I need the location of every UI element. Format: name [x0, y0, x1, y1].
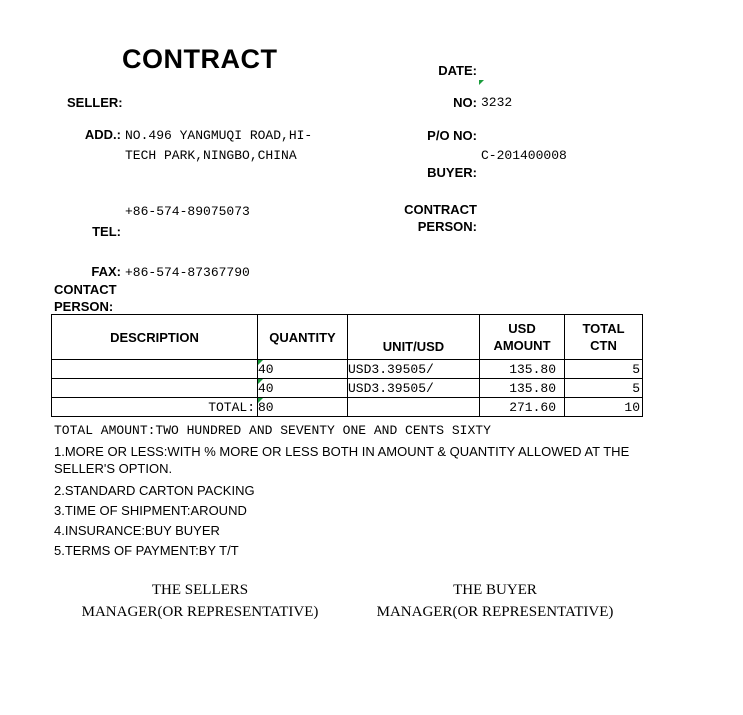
table-header-row: [52, 315, 643, 360]
amount-cell[interactable]: 135.80: [480, 360, 565, 379]
page-title: CONTRACT: [122, 44, 278, 74]
total-label-cell: TOTAL:: [52, 398, 258, 417]
date-label: DATE:: [438, 63, 477, 78]
buyer-contract-person-label-line2: PERSON:: [417, 219, 477, 234]
quantity-cell[interactable]: 40: [258, 379, 348, 398]
seller-contact-person-label-line2: PERSON:: [54, 299, 114, 314]
unit-header: UNIT/USD: [348, 315, 480, 360]
fax-label: FAX:: [91, 264, 121, 279]
quantity-header: QUANTITY: [258, 315, 348, 360]
description-header: DESCRIPTION: [52, 315, 258, 360]
comment-marker-icon: [258, 398, 263, 403]
seller-signature-role: MANAGER(OR REPRESENTATIVE): [81, 604, 319, 620]
quantity-cell[interactable]: 40: [258, 360, 348, 379]
address-label: ADD.:: [84, 127, 121, 142]
seller-label: SELLER:: [67, 95, 123, 110]
address-line1[interactable]: NO.496 YANGMUQI ROAD,HI-: [125, 128, 313, 143]
unit-cell[interactable]: USD3.39505/: [348, 360, 480, 379]
term-shipment: 3.TIME OF SHIPMENT:AROUND: [54, 503, 247, 518]
description-cell[interactable]: [52, 379, 258, 398]
total-unit-cell[interactable]: [348, 398, 480, 417]
total-ctn-cell[interactable]: 10: [565, 398, 643, 417]
term-more-or-less-line2: SELLER'S OPTION.: [54, 461, 173, 476]
buyer-contract-person-label-line1: CONTRACT: [404, 202, 477, 217]
fax-value[interactable]: +86-574-87367790: [125, 265, 250, 280]
contract-no-value[interactable]: 3232: [481, 95, 513, 110]
table-row: [52, 360, 643, 379]
buyer-signature-role: MANAGER(OR REPRESENTATIVE): [376, 604, 614, 620]
tel-label: TEL:: [92, 224, 121, 239]
phone-value[interactable]: +86-574-89075073: [125, 204, 250, 219]
term-packing: 2.STANDARD CARTON PACKING: [54, 483, 255, 498]
table-row: [52, 379, 643, 398]
description-cell[interactable]: [52, 360, 258, 379]
term-payment: 5.TERMS OF PAYMENT:BY T/T: [54, 543, 239, 558]
po-no-value[interactable]: C-201400008: [481, 148, 567, 163]
ctn-cell[interactable]: 5: [565, 379, 643, 398]
buyer-label: BUYER:: [427, 165, 477, 180]
table-total-row: [52, 398, 643, 417]
term-more-or-less-line1: 1.MORE OR LESS:WITH % MORE OR LESS BOTH IN AMOUNT & QUANTITY ALLOWED AT THE: [54, 444, 630, 459]
buyer-signature-title: THE BUYER: [453, 582, 537, 598]
ctn-header: TOTAL CTN: [565, 315, 643, 360]
ctn-cell[interactable]: 5: [565, 360, 643, 379]
seller-signature-title: THE SELLERS: [151, 582, 249, 598]
goods-table: [51, 314, 643, 417]
total-amount-cell[interactable]: 271.60: [480, 398, 565, 417]
po-no-label: P/O NO:: [427, 128, 477, 143]
seller-contact-person-label-line1: CONTACT: [54, 282, 117, 297]
term-insurance: 4.INSURANCE:BUY BUYER: [54, 523, 220, 538]
amount-cell[interactable]: 135.80: [480, 379, 565, 398]
amount-header: USD AMOUNT: [480, 315, 565, 360]
comment-marker-icon: [258, 360, 263, 365]
total-amount-in-words: TOTAL AMOUNT:TWO HUNDRED AND SEVENTY ONE AND CENTS SIXTY: [54, 423, 491, 438]
comment-marker-icon: [258, 379, 263, 384]
unit-cell[interactable]: USD3.39505/: [348, 379, 480, 398]
contract-no-label: NO:: [453, 95, 477, 110]
address-line2[interactable]: TECH PARK,NINGBO,CHINA: [125, 148, 297, 163]
comment-marker-icon: [479, 80, 484, 85]
total-quantity-cell[interactable]: 80: [258, 398, 348, 417]
